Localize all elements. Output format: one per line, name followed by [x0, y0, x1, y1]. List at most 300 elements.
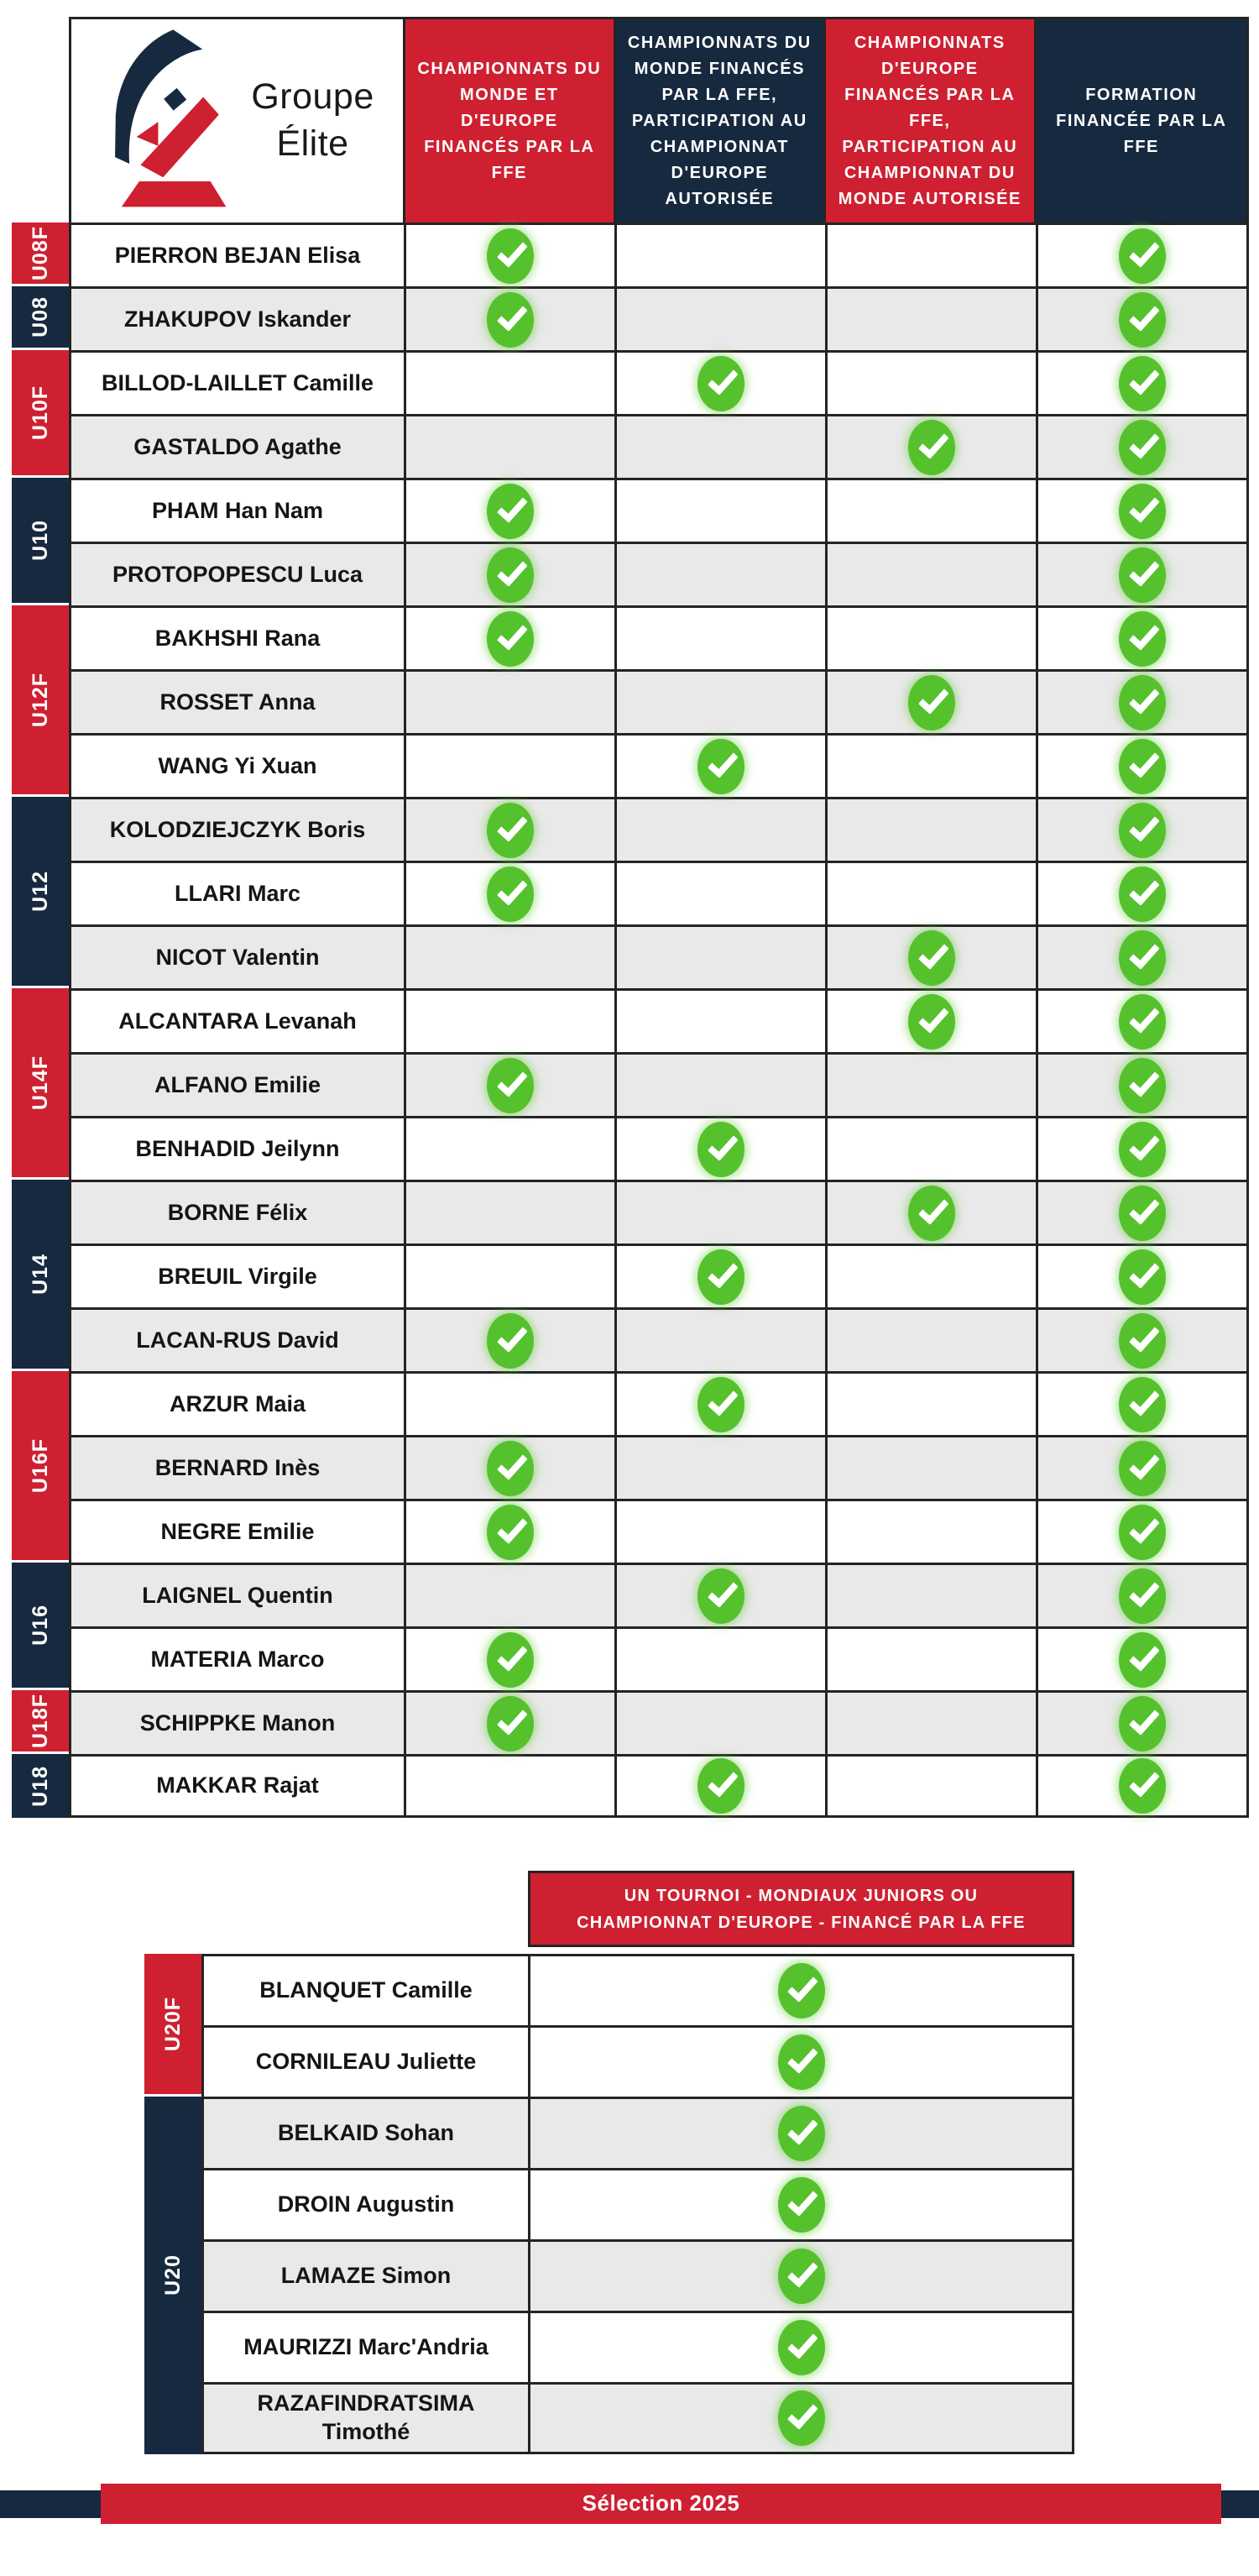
check-cell [530, 2239, 1074, 2311]
check-cell [617, 1435, 828, 1499]
check-cell [406, 669, 617, 733]
category-block [144, 2097, 201, 2454]
tick-glyph [496, 490, 527, 522]
check-cell [406, 1435, 617, 1499]
check-cell [828, 669, 1038, 733]
category-label: U14 [28, 1254, 52, 1295]
check-cell [406, 1180, 617, 1243]
check-circle-icon [487, 547, 534, 603]
check-cell [617, 1052, 828, 1116]
check-cell [1038, 1626, 1249, 1690]
category-block [12, 1563, 69, 1688]
player-name-cell [69, 1307, 406, 1371]
player-name: PHAM Han Nam [151, 497, 324, 523]
check-cell [406, 1690, 617, 1754]
tick-glyph [1128, 873, 1159, 905]
tick-glyph [496, 873, 527, 905]
check-cell [406, 1626, 617, 1690]
tick-glyph [496, 299, 527, 331]
player-name-cell [69, 797, 406, 861]
category-label: U16 [28, 1605, 52, 1646]
player-name: DROIN Augustin [277, 2191, 455, 2217]
category-block [12, 605, 69, 794]
tick-glyph [1128, 1703, 1159, 1735]
check-cell [828, 1499, 1038, 1563]
tick-glyph [707, 1575, 738, 1607]
check-cell [617, 1499, 828, 1563]
check-circle-icon [1119, 356, 1166, 411]
category-block [12, 478, 69, 603]
tick-glyph [1128, 1448, 1159, 1479]
player-name: LACAN-RUS David [136, 1327, 339, 1353]
tick-glyph [1128, 1766, 1159, 1798]
check-cell [1038, 1180, 1249, 1243]
check-circle-icon [1119, 994, 1166, 1050]
player-name-cell [201, 2168, 530, 2239]
check-circle-icon [908, 420, 955, 475]
player-name: ALFANO Emilie [154, 1071, 321, 1097]
check-cell [1038, 669, 1249, 733]
player-name: ALCANTARA Levanah [118, 1008, 357, 1034]
player-name: ZHAKUPOV Iskander [123, 306, 352, 332]
check-cell [828, 1690, 1038, 1754]
check-circle-icon [1119, 867, 1166, 922]
check-cell [828, 1243, 1038, 1307]
tick-glyph [1128, 1192, 1159, 1224]
check-cell [617, 223, 828, 286]
check-cell [828, 414, 1038, 478]
check-cell [406, 414, 617, 478]
player-name: GASTALDO Agathe [133, 433, 342, 459]
check-cell [1038, 286, 1249, 350]
tick-glyph [917, 427, 948, 458]
check-cell [406, 223, 617, 286]
tick-glyph [787, 2185, 818, 2217]
check-circle-icon [778, 2177, 825, 2233]
player-name: RAZAFINDRATSIMA Timothé [257, 2390, 475, 2444]
check-circle-icon [778, 1963, 825, 2018]
check-cell [1038, 350, 1249, 414]
check-cell [406, 350, 617, 414]
footer-banner [0, 2484, 1259, 2524]
player-name: LAIGNEL Quentin [142, 1582, 333, 1608]
check-cell [1038, 861, 1249, 924]
check-cell [406, 1243, 617, 1307]
tick-glyph [1128, 299, 1159, 331]
category-label: U10F [28, 385, 52, 441]
check-cell [406, 1563, 617, 1626]
check-cell [828, 988, 1038, 1052]
category-block [12, 988, 69, 1177]
check-cell [406, 1499, 617, 1563]
tick-glyph [496, 1511, 527, 1543]
category-label: U12 [28, 871, 52, 912]
check-circle-icon [1119, 1186, 1166, 1241]
check-cell [406, 605, 617, 669]
player-name: PIERRON BEJAN Elisa [114, 242, 361, 268]
tick-glyph [787, 2256, 818, 2288]
check-circle-icon [1119, 420, 1166, 475]
tick-glyph [917, 1001, 948, 1033]
check-cell [406, 1116, 617, 1180]
check-cell [406, 1371, 617, 1435]
check-circle-icon [697, 1249, 744, 1305]
check-circle-icon [487, 611, 534, 667]
check-circle-icon [908, 675, 955, 730]
groupe-elite-logo [71, 19, 405, 223]
check-cell [828, 733, 1038, 797]
check-circle-icon [487, 228, 534, 284]
category-label: U08 [28, 296, 52, 338]
tick-glyph [1128, 1065, 1159, 1097]
tick-glyph [1128, 235, 1159, 267]
check-cell [828, 605, 1038, 669]
check-circle-icon [778, 2034, 825, 2090]
check-circle-icon [778, 2390, 825, 2446]
category-label: U14F [28, 1055, 52, 1111]
secondary-table [144, 1954, 1074, 2454]
player-name-cell [69, 1243, 406, 1307]
player-name: ROSSET Anna [159, 689, 316, 715]
category-block [12, 350, 69, 475]
check-cell [406, 1307, 617, 1371]
tick-glyph [707, 1256, 738, 1288]
check-cell [530, 2311, 1074, 2382]
check-cell [828, 797, 1038, 861]
check-circle-icon [697, 356, 744, 411]
check-cell [617, 1116, 828, 1180]
tick-glyph [707, 1128, 738, 1160]
tick-glyph [496, 1703, 527, 1735]
player-name-cell [69, 988, 406, 1052]
check-cell [828, 1371, 1038, 1435]
check-cell [617, 1307, 828, 1371]
player-name-cell [69, 1499, 406, 1563]
tick-glyph [496, 618, 527, 650]
column-header-training-funded: FORMATION FINANCÉE PAR LA FFE [1037, 19, 1246, 223]
player-name-cell [69, 1435, 406, 1499]
category-block [12, 223, 69, 284]
check-cell [828, 223, 1038, 286]
check-circle-icon [487, 867, 534, 922]
check-cell [617, 861, 828, 924]
check-cell [406, 988, 617, 1052]
player-name: PROTOPOPESCU Luca [112, 561, 363, 587]
check-circle-icon [487, 1313, 534, 1369]
category-block [12, 1371, 69, 1560]
check-cell [530, 2382, 1074, 2454]
check-cell [1038, 924, 1249, 988]
player-name-cell [69, 1626, 406, 1690]
check-cell [617, 1626, 828, 1690]
check-circle-icon [1119, 675, 1166, 730]
category-label: U20F [160, 1996, 185, 2052]
check-cell [1038, 1690, 1249, 1754]
category-block [12, 797, 69, 986]
check-cell [406, 542, 617, 605]
category-label: U08F [28, 225, 52, 281]
check-cell [1038, 988, 1249, 1052]
tick-glyph [707, 1384, 738, 1416]
tick-glyph [1128, 1384, 1159, 1416]
check-cell [406, 1052, 617, 1116]
player-name-cell [69, 478, 406, 542]
tick-glyph [1128, 809, 1159, 841]
player-name-cell [69, 861, 406, 924]
check-cell [617, 1180, 828, 1243]
tick-glyph [496, 1320, 527, 1352]
tick-glyph [1128, 554, 1159, 586]
category-label: U10 [28, 520, 52, 561]
check-circle-icon [778, 2320, 825, 2375]
check-circle-icon [487, 1505, 534, 1560]
tick-glyph [787, 2042, 818, 2074]
player-name-cell [69, 669, 406, 733]
player-name-cell [201, 1954, 530, 2025]
player-name: MATERIA Marco [150, 1646, 325, 1672]
player-name: BENHADID Jeilynn [135, 1135, 340, 1161]
logo-title [251, 74, 374, 168]
check-cell [406, 797, 617, 861]
check-circle-icon [697, 739, 744, 794]
check-cell [828, 1116, 1038, 1180]
check-circle-icon [1119, 292, 1166, 348]
tick-glyph [496, 809, 527, 841]
check-cell [617, 1754, 828, 1818]
knight-logo-icon [100, 28, 243, 215]
check-cell [617, 350, 828, 414]
check-cell [406, 478, 617, 542]
check-cell [1038, 1754, 1249, 1818]
check-cell [530, 2168, 1074, 2239]
player-name: WANG Yi Xuan [158, 752, 317, 778]
category-label: U20 [160, 2254, 185, 2296]
player-name-cell [69, 605, 406, 669]
player-name: BELKAID Sohan [277, 2120, 454, 2146]
check-cell [406, 1754, 617, 1818]
tick-glyph [1128, 1320, 1159, 1352]
check-cell [617, 286, 828, 350]
tick-glyph [1128, 363, 1159, 395]
category-label: U18 [28, 1765, 52, 1807]
check-cell [1038, 223, 1249, 286]
tick-glyph [1128, 1256, 1159, 1288]
player-name-cell [69, 1116, 406, 1180]
check-cell [1038, 1116, 1249, 1180]
player-name-cell [69, 1690, 406, 1754]
player-name-cell [201, 2239, 530, 2311]
player-name-cell [69, 1371, 406, 1435]
player-name: BORNE Félix [167, 1199, 308, 1225]
check-cell [828, 478, 1038, 542]
check-cell [617, 1563, 828, 1626]
check-cell [1038, 605, 1249, 669]
check-cell [1038, 1371, 1249, 1435]
tick-glyph [1128, 1639, 1159, 1671]
player-name: LAMAZE Simon [280, 2263, 452, 2289]
check-circle-icon [1119, 1249, 1166, 1305]
player-name: BREUIL Virgile [158, 1263, 317, 1289]
player-name-cell [69, 1180, 406, 1243]
check-cell [1038, 1307, 1249, 1371]
check-cell [617, 797, 828, 861]
player-name-cell [69, 350, 406, 414]
tick-glyph [1128, 618, 1159, 650]
player-name-cell [69, 414, 406, 478]
tick-glyph [1128, 490, 1159, 522]
category-label: U18F [28, 1693, 52, 1749]
player-name-cell [201, 2311, 530, 2382]
check-circle-icon [908, 1186, 955, 1241]
check-cell [1038, 1435, 1249, 1499]
tick-glyph [1128, 682, 1159, 714]
check-cell [617, 1243, 828, 1307]
check-cell [1038, 414, 1249, 478]
check-cell [828, 1626, 1038, 1690]
column-header-europe-funded: CHAMPIONNATS D'EUROPE FINANCÉS PAR LA FFE, PARTICIPATION AU CHAMPIONNAT DU MONDE AUTORISÉE [826, 19, 1036, 223]
check-cell [828, 1052, 1038, 1116]
tick-glyph [496, 1639, 527, 1671]
check-cell [1038, 478, 1249, 542]
tick-glyph [1128, 1511, 1159, 1543]
player-name: BILLOD-LAILLET Camille [102, 369, 374, 395]
tick-glyph [496, 1448, 527, 1479]
player-name: SCHIPPKE Manon [139, 1709, 336, 1736]
player-name-cell [201, 2025, 530, 2097]
check-cell [617, 1690, 828, 1754]
category-block [12, 1180, 69, 1369]
check-cell [617, 605, 828, 669]
check-cell [617, 478, 828, 542]
check-circle-icon [1119, 228, 1166, 284]
check-cell [828, 1307, 1038, 1371]
check-circle-icon [487, 1696, 534, 1751]
check-circle-icon [1119, 739, 1166, 794]
check-circle-icon [778, 2249, 825, 2304]
check-circle-icon [1119, 547, 1166, 603]
check-cell [828, 1180, 1038, 1243]
check-circle-icon [1119, 1058, 1166, 1113]
check-circle-icon [1119, 1122, 1166, 1177]
player-name-cell [69, 223, 406, 286]
check-circle-icon [697, 1568, 744, 1624]
footer-title: Sélection 2025 [101, 2484, 1221, 2524]
main-table [12, 223, 1249, 1818]
check-circle-icon [487, 1632, 534, 1688]
check-circle-icon [908, 930, 955, 986]
check-cell [406, 861, 617, 924]
player-name: CORNILEAU Juliette [255, 2049, 477, 2075]
check-cell [530, 1954, 1074, 2025]
tick-glyph [1128, 746, 1159, 778]
tick-glyph [496, 1065, 527, 1097]
check-cell [1038, 733, 1249, 797]
player-name-cell [69, 1563, 406, 1626]
check-cell [617, 669, 828, 733]
tick-glyph [707, 1766, 738, 1798]
check-cell [1038, 1499, 1249, 1563]
tick-glyph [496, 235, 527, 267]
tick-glyph [707, 746, 738, 778]
check-circle-icon [1119, 1632, 1166, 1688]
main-table-header [69, 17, 1249, 223]
check-circle-icon [1119, 930, 1166, 986]
player-name: KOLODZIEJCZYK Boris [109, 816, 366, 842]
check-cell [1038, 1563, 1249, 1626]
column-header-world-funded: CHAMPIONNATS DU MONDE FINANCÉS PAR LA FFE, PARTICIPATION AU CHAMPIONNAT D'EUROPE AUTORISÉE [616, 19, 826, 223]
tick-glyph [787, 2398, 818, 2430]
check-circle-icon [1119, 1568, 1166, 1624]
check-circle-icon [697, 1377, 744, 1432]
check-cell [617, 733, 828, 797]
check-cell [828, 350, 1038, 414]
check-circle-icon [487, 484, 534, 539]
category-block [12, 286, 69, 348]
check-circle-icon [487, 1441, 534, 1496]
check-cell [617, 414, 828, 478]
player-name: BAKHSHI Rana [154, 625, 321, 651]
check-circle-icon [1119, 803, 1166, 858]
check-circle-icon [1119, 484, 1166, 539]
check-cell [1038, 797, 1249, 861]
tick-glyph [1128, 1575, 1159, 1607]
check-circle-icon [1119, 1696, 1166, 1751]
check-circle-icon [1119, 1758, 1166, 1814]
category-label: U12F [28, 672, 52, 728]
player-name-cell [201, 2382, 530, 2454]
check-cell [530, 2025, 1074, 2097]
tick-glyph [1128, 1001, 1159, 1033]
check-cell [828, 1435, 1038, 1499]
player-name: MAKKAR Rajat [156, 1772, 319, 1798]
category-block [12, 1690, 69, 1751]
player-name-cell [69, 733, 406, 797]
check-cell [1038, 542, 1249, 605]
check-cell [530, 2097, 1074, 2168]
check-cell [828, 542, 1038, 605]
check-cell [406, 924, 617, 988]
player-name: LLARI Marc [174, 880, 301, 906]
check-circle-icon [697, 1122, 744, 1177]
check-cell [617, 542, 828, 605]
tick-glyph [787, 1971, 818, 2003]
tick-glyph [917, 1192, 948, 1224]
check-cell [1038, 1243, 1249, 1307]
check-cell [828, 286, 1038, 350]
tick-glyph [917, 937, 948, 969]
player-name: BLANQUET Camille [259, 1977, 473, 2003]
player-name-cell [69, 1052, 406, 1116]
player-name-cell [69, 924, 406, 988]
player-name: NICOT Valentin [155, 944, 320, 970]
check-cell [828, 1754, 1038, 1818]
tick-glyph [707, 363, 738, 395]
player-name: NEGRE Emilie [160, 1518, 315, 1544]
tick-glyph [917, 682, 948, 714]
check-cell [617, 1371, 828, 1435]
check-circle-icon [778, 2106, 825, 2161]
check-circle-icon [1119, 1377, 1166, 1432]
player-name: MAURIZZI Marc'Andria [243, 2334, 488, 2360]
tick-glyph [787, 2113, 818, 2145]
check-circle-icon [1119, 611, 1166, 667]
check-cell [828, 924, 1038, 988]
check-cell [406, 286, 617, 350]
player-name-cell [69, 286, 406, 350]
category-label: U16F [28, 1437, 52, 1494]
tick-glyph [1128, 1128, 1159, 1160]
check-circle-icon [697, 1758, 744, 1814]
